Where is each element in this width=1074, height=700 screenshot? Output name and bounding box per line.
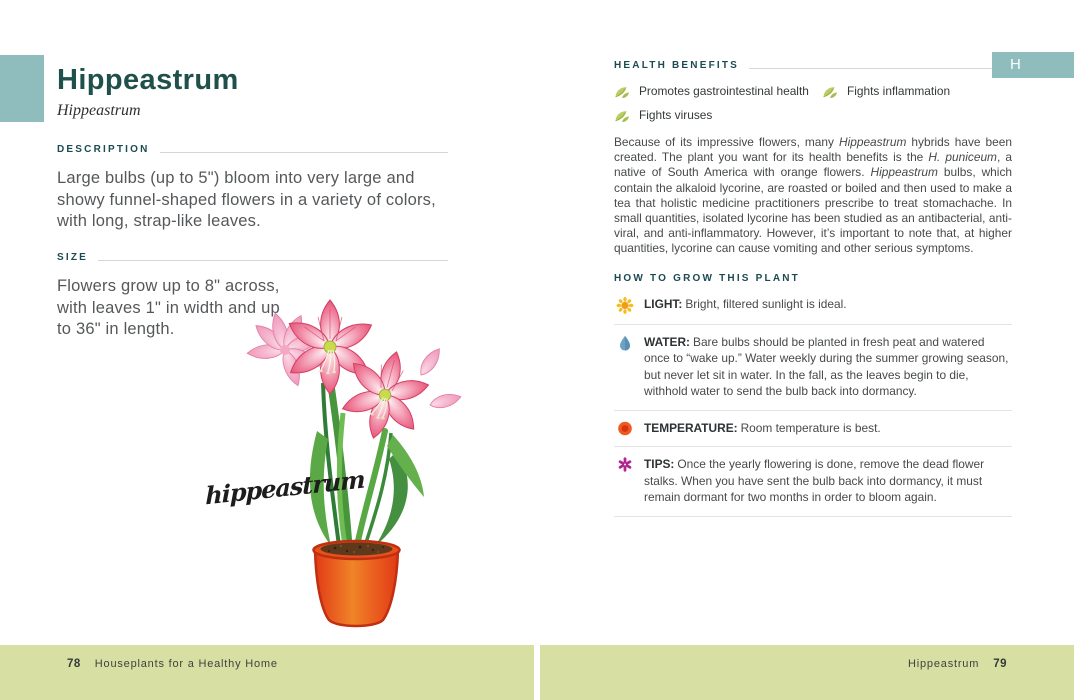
right-page <box>614 60 1012 517</box>
health-benefits-list <box>614 84 1012 123</box>
grow-value: Room temperature is best. <box>740 420 881 435</box>
grow-instructions-list <box>614 287 1012 517</box>
grow-label: WATER: <box>644 334 691 349</box>
health-benefits-heading: HEALTH BENEFITS <box>614 60 740 71</box>
benefit-item <box>614 84 822 99</box>
title-block <box>57 64 239 120</box>
heading-rule <box>98 260 448 261</box>
decorative-teal-square <box>0 55 44 122</box>
size-heading: SIZE <box>57 252 89 263</box>
footer-right <box>540 645 1074 700</box>
temperature-icon <box>616 421 634 436</box>
benefit-text: Promotes gastrointestinal health <box>639 84 809 98</box>
heading-rule <box>749 68 992 69</box>
grow-row-tips <box>614 447 1012 517</box>
benefit-item <box>614 108 822 123</box>
grow-value: Bright, filtered sunlight is ideal. <box>685 296 847 311</box>
book-gutter <box>534 645 540 700</box>
alphabet-tab-letter: H <box>1010 56 1021 73</box>
grow-value: Once the yearly flowering is done, remove the dead flower stalks. When you have sent the bulb back into dormancy, it must remain dormant for two months in order to bloom again. <box>644 457 985 505</box>
leaf-icon <box>614 85 630 99</box>
benefit-item <box>822 84 1012 99</box>
illustration-caption: hippeastrum <box>205 464 365 511</box>
description-heading: DESCRIPTION <box>57 144 150 155</box>
footer-left <box>0 645 534 700</box>
grow-row-water <box>614 325 1012 411</box>
how-to-grow-heading: HOW TO GROW THIS PLANT <box>614 272 800 284</box>
grow-row-light <box>614 287 1012 325</box>
grow-label: LIGHT: <box>644 296 683 311</box>
tips-icon <box>616 457 634 472</box>
latin-name: Hippeastrum <box>57 102 141 119</box>
page-title: Hippeastrum <box>57 64 239 96</box>
chapter-title: Hippeastrum <box>908 658 980 670</box>
benefit-text: Fights inflammation <box>847 84 951 98</box>
intro-paragraph: Because of its impressive flowers, many Hippeastrum hybrids have been created. The plant you want for its health benefits is the H. puniceum, a native of South America with orange flowers. Hippeastrum bulbs, which contain the alkaloid lycorine, are roasted or boiled and then used to make a tea that holistic medicine practitioners prescribe to treat stomachache. In small quantities, isolated lycorine has been studied as an antibacterial, anti-viral, and anti-inflammatory. However, it’s important to note that, at higher quantities, lycorine can cause vomiting and other serious symptoms. <box>614 135 1012 256</box>
book-title: Houseplants for a Healthy Home <box>94 658 278 670</box>
amaryllis-illustration <box>225 283 475 643</box>
leaf-icon <box>614 109 630 123</box>
leaf-icon <box>822 85 838 99</box>
page-number-right: 79 <box>993 658 1007 670</box>
grow-row-temperature <box>614 411 1012 448</box>
grow-label: TIPS: <box>644 457 675 472</box>
description-text: Large bulbs (up to 5") bloom into very large and showy funnel-shaped flowers in a variety of colors, with long, strap-like leaves. <box>57 169 436 230</box>
size-text: Flowers grow up to 8" across, with leaves 1" in width and up to 36" in length. <box>57 277 280 338</box>
benefit-text: Fights viruses <box>639 108 713 122</box>
grow-value: Bare bulbs should be planted in fresh peat and watered once to “wake up.” Water weekly during the summer growing season, but never let sit in water. In the fall, as the leaves begin to die, withhold water to send the bulb back into dormancy. <box>644 334 1009 399</box>
sun-icon <box>616 297 634 314</box>
page-number-left: 78 <box>67 658 81 670</box>
description-section <box>57 144 448 233</box>
water-drop-icon <box>616 335 634 351</box>
heading-rule <box>160 152 448 153</box>
grow-label: TEMPERATURE: <box>644 420 738 435</box>
